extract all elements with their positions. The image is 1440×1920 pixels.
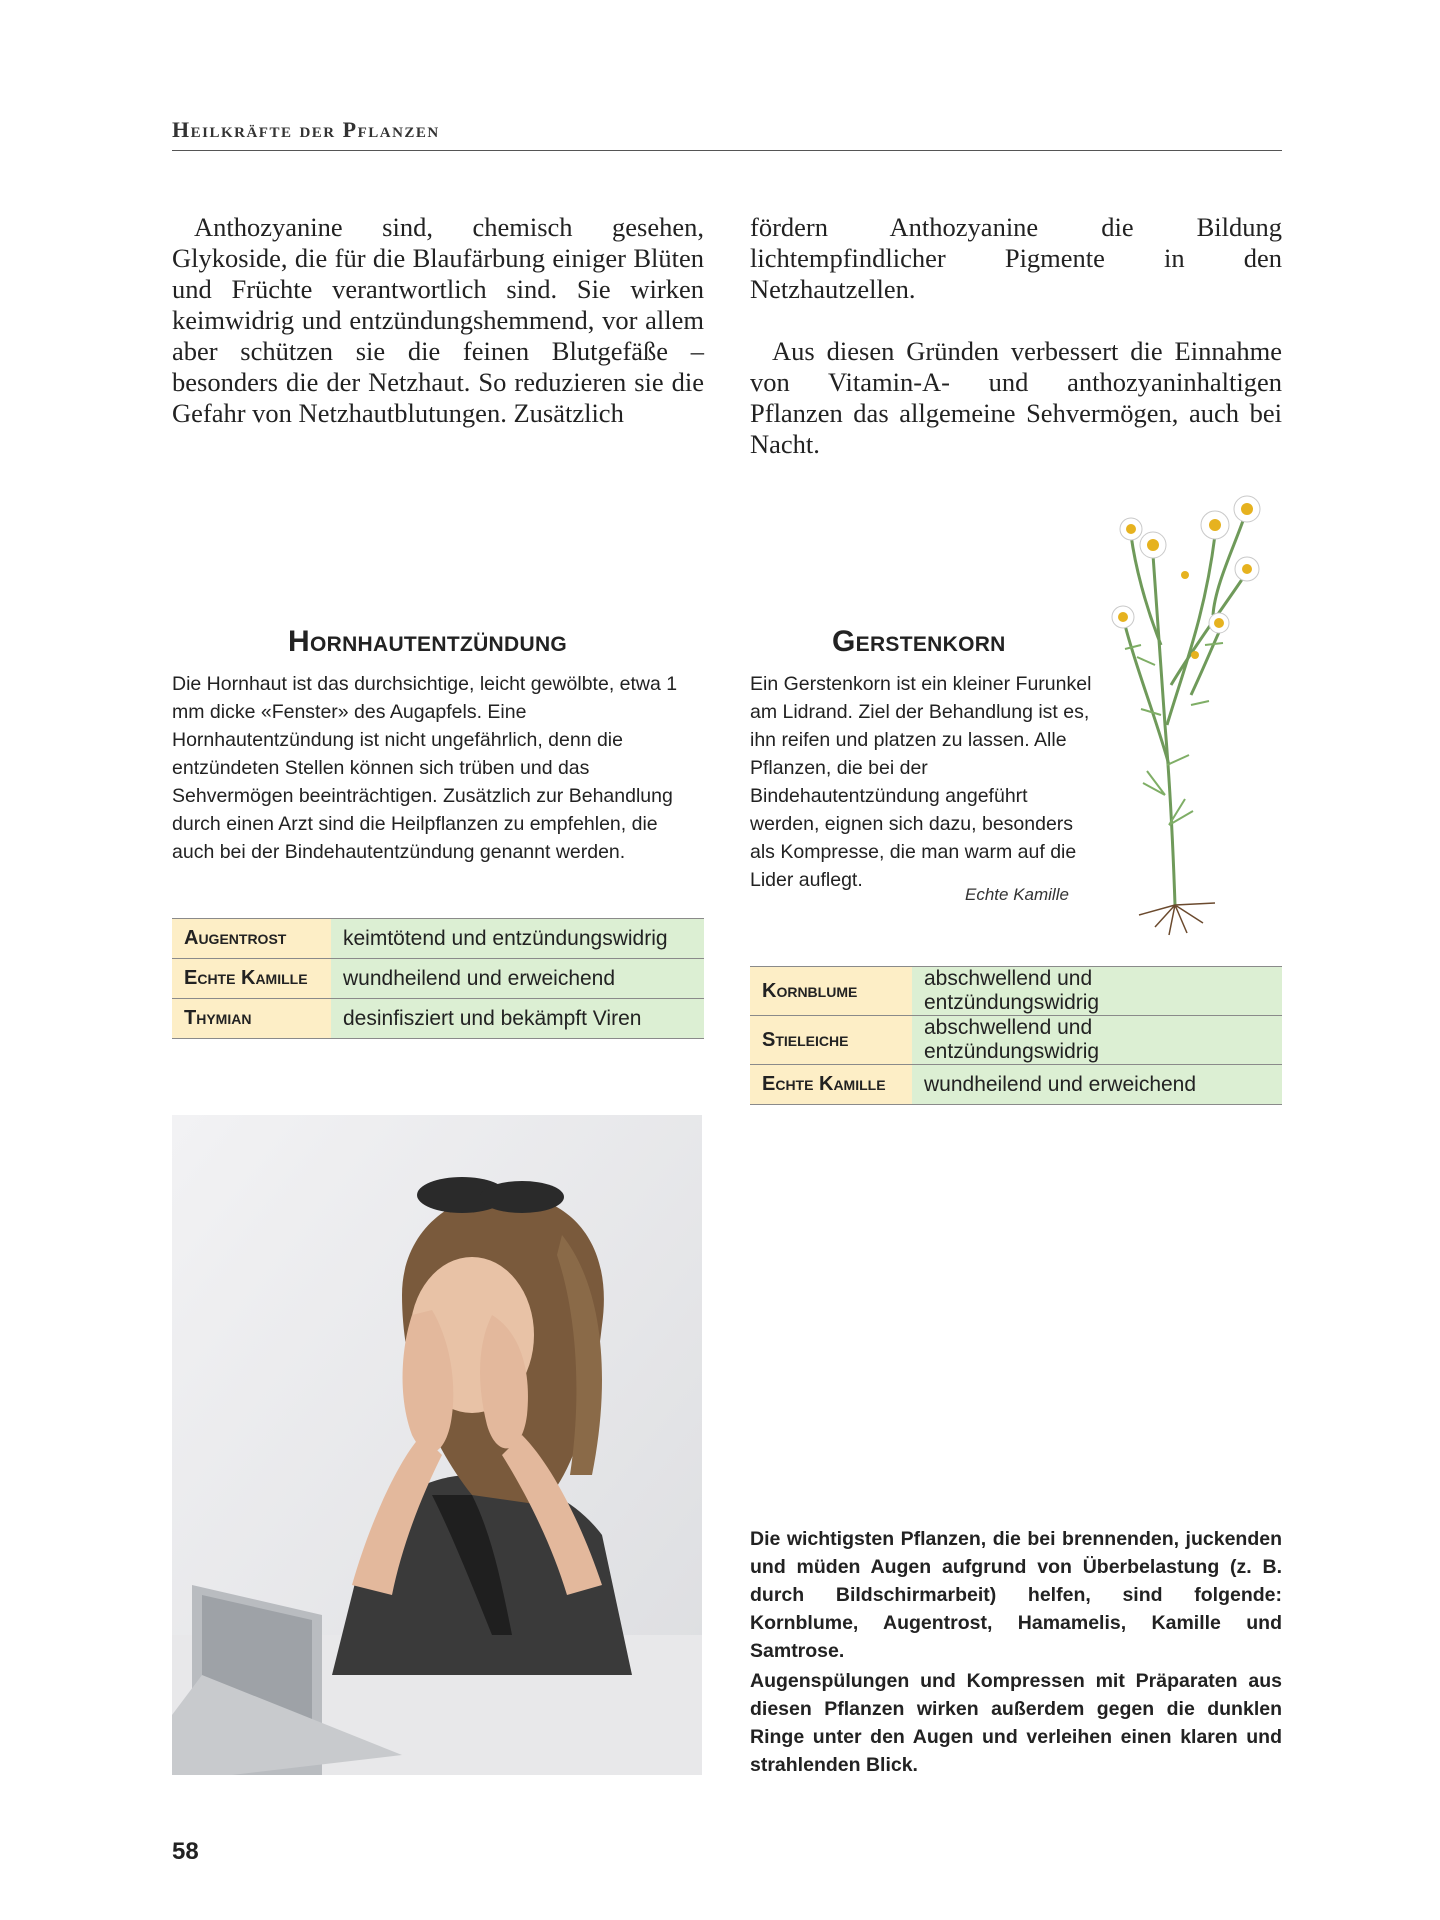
intro-paragraph-right-2: Aus diesen Gründen verbessert die Einnahme von Vitamin-A- und anthozyaninhaltigen Pflanzen das allgemeine Sehvermögen, auch bei Nacht. — [750, 336, 1282, 459]
herb-name: Kornblume — [750, 967, 912, 1016]
section-text-gerstenkorn: Ein Gerstenkorn ist ein kleiner Furunkel am Lidrand. Ziel der Behandlung ist es, ihn reifen und platzen zu lassen. Alle Pflanzen, die bei der Bindehautentzündung angeführt werden, eignen sich dazu, besonders als Kompresse, die man warm auf die Lider auflegt. — [750, 673, 1092, 891]
table-row — [750, 1016, 1282, 1065]
table-row — [750, 1065, 1282, 1105]
herb-effect: keimtötend und entzündungswidrig — [331, 919, 704, 959]
herb-name: Augentrost — [172, 919, 331, 959]
page-number: 58 — [172, 1838, 199, 1865]
chamomile-illustration — [1095, 465, 1285, 945]
herb-table-hornhaut — [172, 918, 704, 1039]
herb-name: Thymian — [172, 999, 331, 1039]
woman-rubbing-eyes-photo — [172, 1115, 702, 1775]
table-row — [172, 959, 704, 999]
intro-left-column — [172, 212, 704, 429]
header-rule — [172, 150, 1282, 151]
herb-table-gerstenkorn — [750, 966, 1282, 1105]
intro-right-column — [750, 212, 1282, 460]
herb-effect: desinfisziert und bekämpft Viren — [331, 999, 704, 1039]
table-row — [172, 999, 704, 1039]
bottom-paragraph-1: Die wichtigsten Pflanzen, die bei brennenden, juckenden und müden Augen aufgrund von Überbelastung (z. B. durch Bildschirmarbeit) helfen, sind folgende: Kornblume, Augentrost, Hamamelis, Kamille und Samtrose. — [750, 1528, 1282, 1662]
herb-name: Echte Kamille — [172, 959, 331, 999]
herb-name: Echte Kamille — [750, 1065, 912, 1105]
bottom-paragraph-2: Augenspülungen und Kompressen mit Präparaten aus diesen Pflanzen wirken außerdem gegen die dunklen Ringe unter den Augen und verleihen einen klaren und strahlenden Blick. — [750, 1670, 1282, 1776]
section-title-gerstenkorn: Gerstenkorn — [832, 625, 1006, 658]
figure-caption: Echte Kamille — [965, 885, 1069, 904]
intro-paragraph-right-1: fördern Anthozyanine die Bildung lichtempfindlicher Pigmente in den Netzhautzellen. — [750, 212, 1282, 304]
section-title-hornhaut: Hornhautentzündung — [288, 625, 568, 658]
table-row — [750, 967, 1282, 1016]
herb-effect: abschwellend und entzündungswidrig — [912, 967, 1282, 1016]
herb-effect: wundheilend und erweichend — [912, 1065, 1282, 1105]
section-text-hornhaut: Die Hornhaut ist das durchsichtige, leicht gewölbte, etwa 1 mm dicke «Fenster» des Augapfels. Eine Hornhautentzündung ist nicht ungefährlich, denn die entzündeten Stellen können sich trüben und das Sehvermögen beeinträchtigen. Zusätzlich zur Behandlung durch einen Arzt sind die Heilpflanzen zu empfehlen, die auch bei der Bindehautentzündung genannt werden. — [172, 673, 678, 863]
herb-effect: abschwellend und entzündungswidrig — [912, 1016, 1282, 1065]
herb-name: Stieleiche — [750, 1016, 912, 1065]
running-head: Heilkräfte der Pflanzen — [172, 117, 440, 142]
herb-effect: wundheilend und erweichend — [331, 959, 704, 999]
table-row — [172, 919, 704, 959]
intro-paragraph-left: Anthozyanine sind, chemisch gesehen, Glykoside, die für die Blaufärbung einiger Blüten und Früchte verantwortlich sind. Sie wirken keimwidrig und entzündungshemmend, vor allem aber schützen sie die feinen Blutgefäße – besonders die der Netzhaut. So reduzieren sie die Gefahr von Netzhautblutungen. Zusätzlich — [172, 212, 704, 428]
